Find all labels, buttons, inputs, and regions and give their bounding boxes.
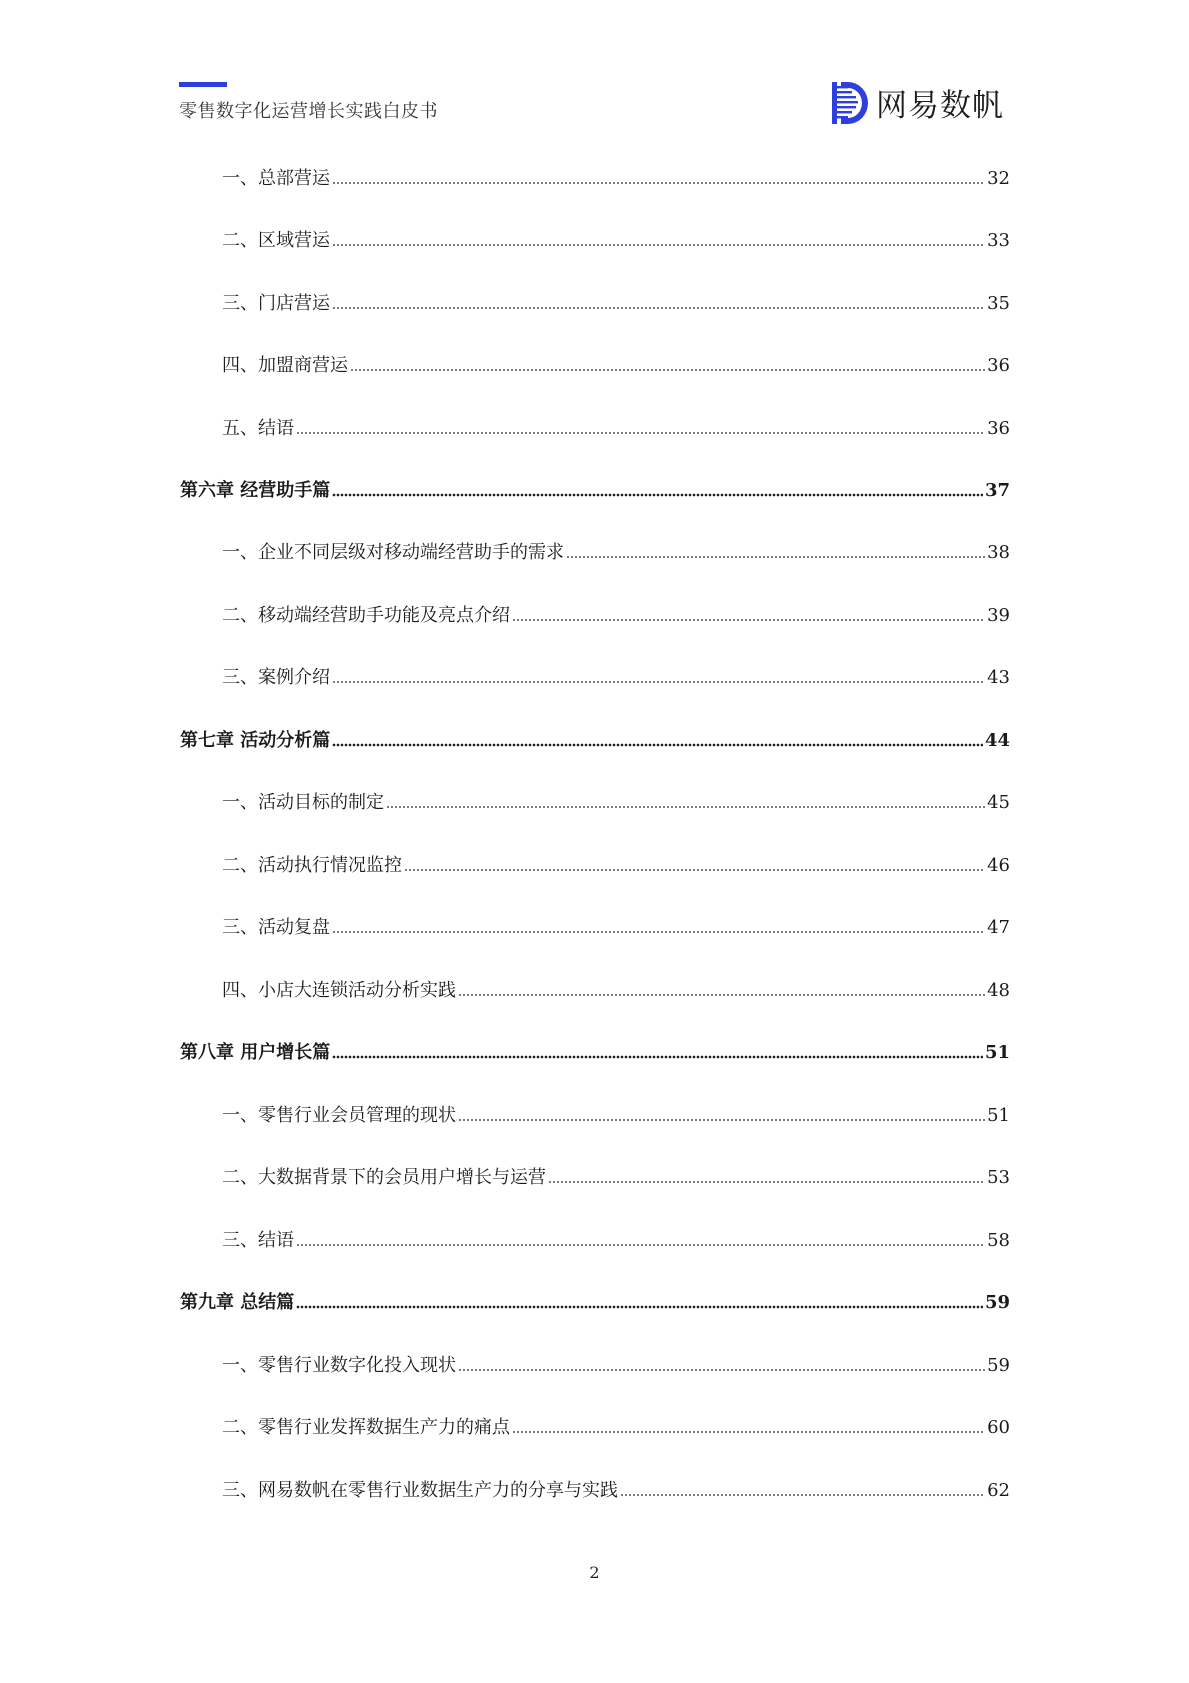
toc-entry-page: 38 bbox=[987, 542, 1010, 563]
toc-leader-dots bbox=[332, 1054, 983, 1060]
toc-leader-dots bbox=[296, 430, 985, 436]
toc-entry[interactable] bbox=[222, 1225, 1010, 1253]
toc-chapter-label: 第九章 总结篇 bbox=[180, 1292, 295, 1313]
toc-entry-page: 59 bbox=[987, 1355, 1010, 1376]
toc-chapter-page: 51 bbox=[984, 1042, 1010, 1063]
toc-leader-dots bbox=[332, 679, 985, 685]
toc-leader-dots bbox=[296, 1304, 983, 1310]
toc-entry-label: 四、小店大连锁活动分析实践 bbox=[222, 980, 456, 1001]
toc-entry-label: 一、活动目标的制定 bbox=[222, 792, 384, 813]
toc-entry-page: 36 bbox=[987, 355, 1010, 376]
toc-entry[interactable] bbox=[222, 288, 1010, 316]
toc-entry-page: 53 bbox=[987, 1167, 1010, 1188]
toc-entry[interactable] bbox=[222, 225, 1010, 253]
toc-entry-label: 三、活动复盘 bbox=[222, 917, 330, 938]
document-title: 零售数字化运营增长实践白皮书 bbox=[179, 101, 438, 122]
toc-leader-dots bbox=[332, 305, 985, 311]
toc-entry-label: 三、网易数帆在零售行业数据生产力的分享与实践 bbox=[222, 1480, 618, 1501]
toc-leader-dots bbox=[350, 367, 985, 373]
toc-leader-dots bbox=[332, 180, 985, 186]
toc-leader-dots bbox=[296, 1242, 985, 1248]
toc-entry-page: 60 bbox=[987, 1417, 1010, 1438]
toc-entry[interactable] bbox=[222, 350, 1010, 378]
toc-entry-label: 五、结语 bbox=[222, 418, 294, 439]
toc-entry-label: 三、门店营运 bbox=[222, 293, 330, 314]
toc-leader-dots bbox=[512, 617, 985, 623]
toc-leader-dots bbox=[404, 867, 985, 873]
toc-entry-page: 33 bbox=[987, 230, 1010, 251]
toc-chapter-label: 第六章 经营助手篇 bbox=[180, 480, 331, 501]
toc-entry[interactable] bbox=[222, 163, 1010, 191]
toc-entry-page: 45 bbox=[987, 792, 1010, 813]
toc-entry-page: 43 bbox=[987, 667, 1010, 688]
toc-entry-label: 三、结语 bbox=[222, 1230, 294, 1251]
toc-leader-dots bbox=[386, 804, 985, 810]
toc-entry-page: 58 bbox=[987, 1230, 1010, 1251]
toc-chapter-entry[interactable] bbox=[180, 475, 1010, 503]
toc-entry-page: 39 bbox=[987, 605, 1010, 626]
page-number: 2 bbox=[589, 1563, 600, 1582]
toc-entry[interactable] bbox=[222, 600, 1010, 628]
toc-chapter-label: 第七章 活动分析篇 bbox=[180, 730, 331, 751]
toc-leader-dots bbox=[458, 1367, 985, 1373]
toc-entry[interactable] bbox=[222, 1475, 1010, 1503]
toc-entry-label: 一、零售行业会员管理的现状 bbox=[222, 1105, 456, 1126]
toc-entry[interactable] bbox=[222, 850, 1010, 878]
toc-entry-label: 二、活动执行情况监控 bbox=[222, 855, 402, 876]
toc-entry[interactable] bbox=[222, 912, 1010, 940]
toc-entry[interactable] bbox=[222, 1350, 1010, 1378]
toc-entry-label: 一、零售行业数字化投入现状 bbox=[222, 1355, 456, 1376]
header-accent-bar bbox=[179, 82, 227, 87]
toc-entry[interactable] bbox=[222, 413, 1010, 441]
toc-entry-label: 二、大数据背景下的会员用户增长与运营 bbox=[222, 1167, 546, 1188]
toc-entry[interactable] bbox=[222, 1100, 1010, 1128]
toc-chapter-page: 44 bbox=[984, 730, 1010, 751]
brand-name: 网易数帆 bbox=[876, 88, 1004, 124]
toc-entry-page: 35 bbox=[987, 293, 1010, 314]
brand-logo bbox=[832, 80, 1004, 125]
toc-chapter-label: 第八章 用户增长篇 bbox=[180, 1042, 331, 1063]
toc-entry-label: 二、零售行业发挥数据生产力的痛点 bbox=[222, 1417, 510, 1438]
toc-leader-dots bbox=[332, 242, 985, 248]
toc-leader-dots bbox=[566, 554, 985, 560]
toc-entry[interactable] bbox=[222, 1162, 1010, 1190]
toc-entry-page: 51 bbox=[987, 1105, 1010, 1126]
toc-chapter-entry[interactable] bbox=[180, 725, 1010, 753]
toc-entry-label: 四、加盟商营运 bbox=[222, 355, 348, 376]
toc-chapter-entry[interactable] bbox=[180, 1037, 1010, 1065]
toc-leader-dots bbox=[548, 1179, 985, 1185]
toc-entry-page: 32 bbox=[987, 168, 1010, 189]
toc-leader-dots bbox=[332, 492, 983, 498]
toc-chapter-page: 37 bbox=[984, 480, 1010, 501]
toc-entry[interactable] bbox=[222, 975, 1010, 1003]
toc-entry-page: 36 bbox=[987, 418, 1010, 439]
toc-entry-label: 一、总部营运 bbox=[222, 168, 330, 189]
toc-leader-dots bbox=[512, 1429, 985, 1435]
toc-entry-label: 三、案例介绍 bbox=[222, 667, 330, 688]
toc-leader-dots bbox=[332, 742, 983, 748]
toc-entry[interactable] bbox=[222, 662, 1010, 690]
toc-entry-page: 62 bbox=[987, 1480, 1010, 1501]
toc-entry-page: 46 bbox=[987, 855, 1010, 876]
toc-entry-label: 二、区域营运 bbox=[222, 230, 330, 251]
toc-entry[interactable] bbox=[222, 787, 1010, 815]
toc-chapter-page: 59 bbox=[984, 1292, 1010, 1313]
toc-leader-dots bbox=[458, 1117, 985, 1123]
toc-entry-label: 一、企业不同层级对移动端经营助手的需求 bbox=[222, 542, 564, 563]
toc-leader-dots bbox=[458, 992, 985, 998]
toc-chapter-entry[interactable] bbox=[180, 1287, 1010, 1315]
toc-entry[interactable] bbox=[222, 537, 1010, 565]
toc-entry-label: 二、移动端经营助手功能及亮点介绍 bbox=[222, 605, 510, 626]
toc-leader-dots bbox=[620, 1492, 985, 1498]
toc-entry[interactable] bbox=[222, 1412, 1010, 1440]
toc-entry-page: 47 bbox=[987, 917, 1010, 938]
brand-logo-icon bbox=[832, 82, 868, 124]
toc-entry-page: 48 bbox=[987, 980, 1010, 1001]
toc-leader-dots bbox=[332, 929, 985, 935]
